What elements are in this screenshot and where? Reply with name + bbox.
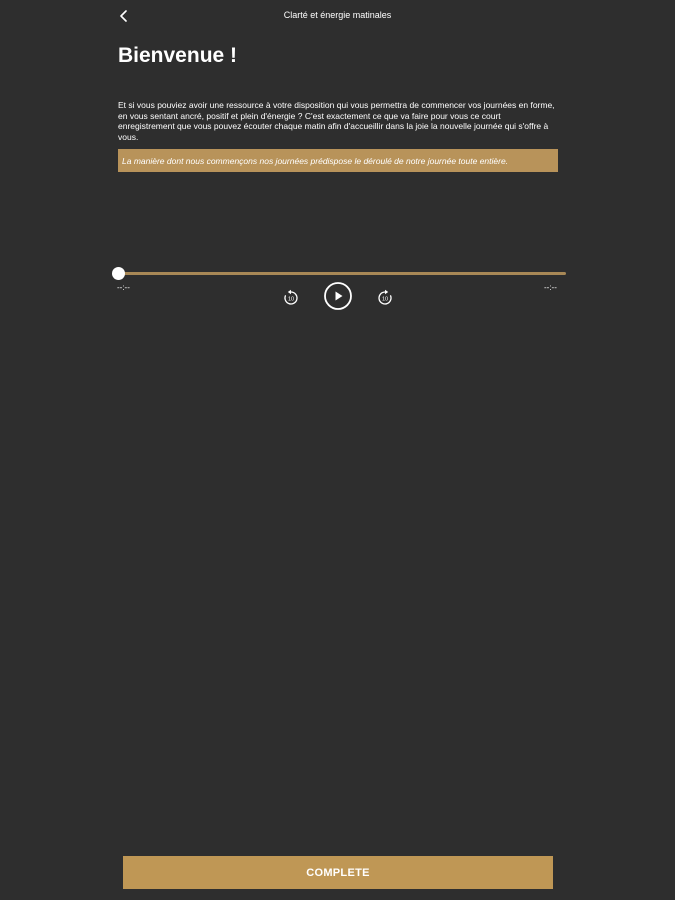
screen-title: Clarté et énergie matinales [283,10,392,20]
forward-10-icon [376,289,394,307]
slider-track [118,272,566,275]
rewind-10-icon [282,289,300,307]
play-button[interactable] [323,281,353,311]
forward-seconds-label: 10 [381,296,389,303]
quote-text: La manière dont nous commençons nos journées prédispose le déroulé de notre journée toute entière. [122,155,509,166]
rewind-seconds-label: 10 [287,296,295,303]
rewind-button[interactable] [282,289,300,307]
top-bar [0,0,675,30]
quote-banner [118,149,558,172]
total-duration: --:-- [544,283,557,292]
play-circle-icon [323,281,353,311]
forward-button[interactable] [376,289,394,307]
elapsed-time: --:-- [117,283,130,292]
page-title: Bienvenue ! [118,44,238,67]
slider-thumb[interactable] [112,267,125,280]
audio-progress-slider[interactable] [112,266,566,282]
intro-text: Et si vous pouviez avoir une ressource à votre disposition qui vous permettra de commencer vos journées en forme, en vous sentant ancré, positif et plein d'énergie ? C'est exactement ce que va faire pour vous ce court enregistrement que vous pouvez écouter chaque matin afin d'accueillir dans la joie la nouvelle journée qui s'offre à vous. [118,100,555,142]
complete-button[interactable]: COMPLETE [123,856,553,889]
